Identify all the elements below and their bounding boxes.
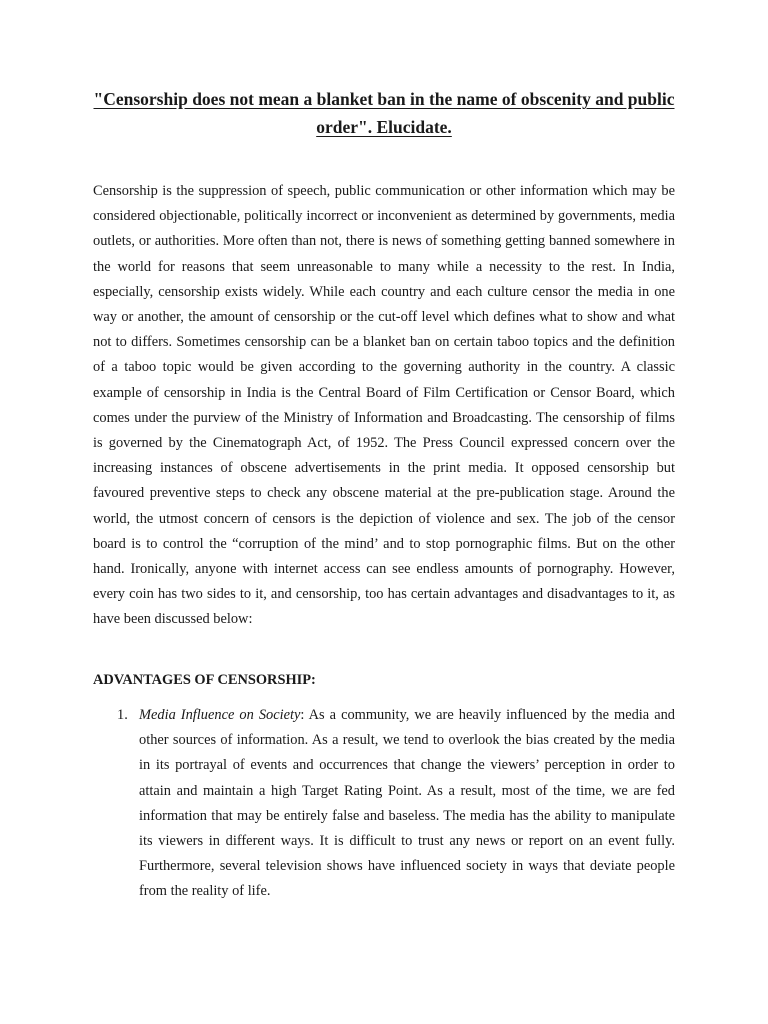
- list-item: [93, 703, 675, 905]
- list-item-number: 1.: [117, 707, 128, 723]
- list-item-term: Media Influence on Society: [139, 707, 301, 723]
- document-title: "Censorship does not mean a blanket ban in the name of obscenity and public order". Elucidate.: [93, 89, 675, 137]
- list-item-text: : As a community, we are heavily influenced by the media and other sources of information. As a result, we tend to overlook the bias created by the media in its portrayal of events and occurrences that change the viewers’ perception in order to attain and maintain a high Target Rating Point. As a result, most of the time, we are fed information that may be entirely false and baseless. The media has the ability to manipulate its viewers in different ways. It is difficult to trust any news or report on an event fully. Furthermore, several television shows have influenced society in ways that deviate people from the reality of life.: [139, 707, 675, 900]
- section-heading: ADVANTAGES OF CENSORSHIP:: [93, 672, 316, 688]
- intro-paragraph: Censorship is the suppression of speech, public communication or other information which may be considered objectionable, politically incorrect or inconvenient as determined by governments, media outlets, or authorities. More often than not, there is news of something getting banned somewhere in the world for reasons that seem unreasonable to many while a necessity to the rest. In India, especially, censorship exists widely. While each country and each culture censor the media in one way or another, the amount of censorship or the cut-off level which defines what to show and what not to differs. Sometimes censorship can be a blanket ban on certain taboo topics and the definition of a taboo topic would be given according to the governing authority in the country. A classic example of censorship in India is the Central Board of Film Certification or Censor Board, which comes under the purview of the Ministry of Information and Broadcasting. The censorship of films is governed by the Cinematograph Act, of 1952. The Press Council expressed concern over the increasing instances of obscene advertisements in the print media. It opposed censorship but favoured preventive steps to check any obscene material at the pre-publication stage. Around the world, the utmost concern of censors is the depiction of violence and sex. The job of the censor board is to control the “corruption of the mind’ and to stop pornographic films. But on the other hand. Ironically, anyone with internet access can see endless amounts of pornography. However, every coin has two sides to it, and censorship, too has certain advantages and disadvantages to it, as have been discussed below:: [93, 183, 675, 628]
- advantages-list: [93, 703, 675, 905]
